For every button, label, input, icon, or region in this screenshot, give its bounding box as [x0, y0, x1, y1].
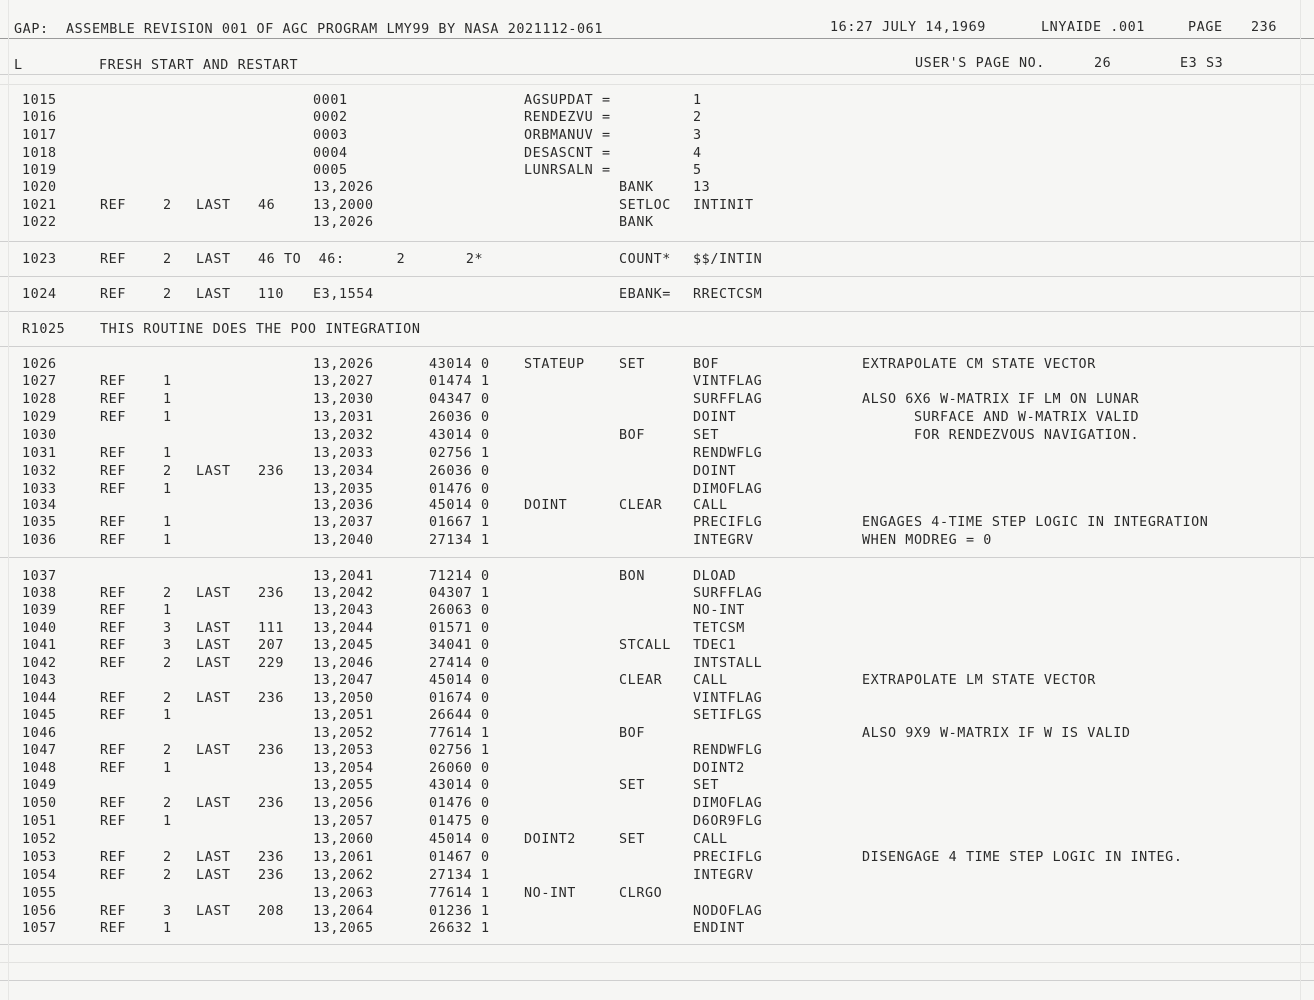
last-flag: LAST	[196, 621, 231, 636]
address: 13,2053	[313, 743, 374, 758]
octal-word: 01571 0	[429, 621, 490, 636]
address: 13,2046	[313, 656, 374, 671]
line-number: 1020	[22, 180, 57, 195]
ref-flag: REF	[100, 410, 126, 425]
last-flag: LAST	[196, 287, 231, 302]
operand: DLOAD	[693, 569, 737, 584]
operand: DOINT2	[693, 761, 745, 776]
address: 13,2040	[313, 533, 374, 548]
octal-word: 43014 0	[429, 428, 490, 443]
octal-word: 01674 0	[429, 691, 490, 706]
octal-word: 26063 0	[429, 603, 490, 618]
ref-count: 1	[163, 761, 172, 776]
page-number: 236	[1251, 20, 1277, 35]
last-flag: LAST	[196, 252, 231, 267]
ref-flag: REF	[100, 850, 126, 865]
line-number: 1039	[22, 603, 57, 618]
ref-count: 2	[163, 656, 172, 671]
last-flag: LAST	[196, 198, 231, 213]
opcode: CLRGO	[619, 886, 663, 901]
line-number: 1026	[22, 357, 57, 372]
operand: VINTFLAG	[693, 691, 763, 706]
octal-word: 26036 0	[429, 464, 490, 479]
address: E3,1554	[313, 287, 374, 302]
line-number: 1041	[22, 638, 57, 653]
operand: RENDWFLG	[693, 446, 763, 461]
operand: INTEGRV	[693, 533, 754, 548]
line-number: 1044	[22, 691, 57, 706]
line-number: 1056	[22, 904, 57, 919]
comment: ALSO 9X9 W-MATRIX IF W IS VALID	[862, 726, 1131, 741]
octal-word: 45014 0	[429, 498, 490, 513]
ref-count: 1	[163, 533, 172, 548]
comment: WHEN MODREG = 0	[862, 533, 992, 548]
comment: ENGAGES 4-TIME STEP LOGIC IN INTEGRATION	[862, 515, 1209, 530]
ref-count: 1	[163, 482, 172, 497]
address: 0004	[313, 146, 348, 161]
address: 13,2044	[313, 621, 374, 636]
line-number: 1017	[22, 128, 57, 143]
line-number: 1018	[22, 146, 57, 161]
line-number: 1032	[22, 464, 57, 479]
line-number: 1050	[22, 796, 57, 811]
octal-word: 77614 1	[429, 726, 490, 741]
ref-count: 1	[163, 392, 172, 407]
operand: 2	[693, 110, 702, 125]
page-label: PAGE	[1188, 20, 1223, 35]
last-value: 236	[258, 796, 284, 811]
octal-word: 01476 0	[429, 796, 490, 811]
ref-count: 3	[163, 904, 172, 919]
line-number: 1015	[22, 93, 57, 108]
ref-flag: REF	[100, 533, 126, 548]
ref-flag: REF	[100, 708, 126, 723]
operand: RENDWFLG	[693, 743, 763, 758]
octal-word: 01476 0	[429, 482, 490, 497]
octal-word: 26036 0	[429, 410, 490, 425]
program-line: GAP: ASSEMBLE REVISION 001 OF AGC PROGRAM LMY99 BY NASA 2021112-061	[14, 22, 604, 37]
address: 0005	[313, 163, 348, 178]
octal-word: 01667 1	[429, 515, 490, 530]
ref-flag: REF	[100, 638, 126, 653]
ref-flag: REF	[100, 921, 126, 936]
address: 13,2034	[313, 464, 374, 479]
opcode: BOF	[619, 428, 645, 443]
address: 0003	[313, 128, 348, 143]
last-value: 46	[258, 198, 276, 213]
operand: NODOFLAG	[693, 904, 763, 919]
last-value: 208	[258, 904, 284, 919]
operand: 5	[693, 163, 702, 178]
line-number: 1043	[22, 673, 57, 688]
octal-word: 26060 0	[429, 761, 490, 776]
address: 0001	[313, 93, 348, 108]
octal-word: 26632 1	[429, 921, 490, 936]
address: 0002	[313, 110, 348, 125]
ref-flag: REF	[100, 252, 126, 267]
last-value: 111	[258, 621, 284, 636]
last-value: 236	[258, 464, 284, 479]
operand: PRECIFLG	[693, 515, 763, 530]
address: 13,2054	[313, 761, 374, 776]
ref-count: 2	[163, 743, 172, 758]
line-number: 1030	[22, 428, 57, 443]
ref-count: 1	[163, 814, 172, 829]
operand: RRECTCSM	[693, 287, 763, 302]
comment: SURFACE AND W-MATRIX VALID	[862, 410, 1140, 425]
comment: FOR RENDEZVOUS NAVIGATION.	[862, 428, 1140, 443]
operand: INTSTALL	[693, 656, 763, 671]
last-flag: LAST	[196, 796, 231, 811]
opcode: BANK	[619, 180, 654, 195]
last-flag: LAST	[196, 656, 231, 671]
line-number: 1022	[22, 215, 57, 230]
comment: ALSO 6X6 W-MATRIX IF LM ON LUNAR	[862, 392, 1140, 407]
address: 13,2027	[313, 374, 374, 389]
opcode: BOF	[619, 726, 645, 741]
line-number: 1049	[22, 778, 57, 793]
ref-count: 2	[163, 464, 172, 479]
ref-flag: REF	[100, 814, 126, 829]
symbol-label: RENDEZVU =	[524, 110, 611, 125]
last-value: 236	[258, 743, 284, 758]
line-number: 1048	[22, 761, 57, 776]
operand: D6OR9FLG	[693, 814, 763, 829]
opcode: CLEAR	[619, 673, 663, 688]
line-number: 1036	[22, 533, 57, 548]
opcode: SETLOC	[619, 198, 671, 213]
operand: VINTFLAG	[693, 374, 763, 389]
octal-word: 01467 0	[429, 850, 490, 865]
address: 13,2055	[313, 778, 374, 793]
line-number: 1042	[22, 656, 57, 671]
address: 13,2052	[313, 726, 374, 741]
operand: $$/INTIN	[693, 252, 763, 267]
address: 13,2026	[313, 357, 374, 372]
last-value: 236	[258, 868, 284, 883]
ref-count: 2	[163, 868, 172, 883]
users-page-number: 26	[1094, 56, 1112, 71]
line-number: R1025	[22, 322, 66, 337]
operand: INTINIT	[693, 198, 754, 213]
address: 13,2030	[313, 392, 374, 407]
address: 13,2045	[313, 638, 374, 653]
line-number: 1016	[22, 110, 57, 125]
line-number: 1027	[22, 374, 57, 389]
operand: DIMOFLAG	[693, 796, 763, 811]
comment: DISENGAGE 4 TIME STEP LOGIC IN INTEG.	[862, 850, 1183, 865]
last-flag: LAST	[196, 464, 231, 479]
address: 13,2057	[313, 814, 374, 829]
operand: BOF	[693, 357, 719, 372]
opcode: SET	[619, 778, 645, 793]
ref-flag: REF	[100, 904, 126, 919]
ref-count: 3	[163, 621, 172, 636]
line-number: 1019	[22, 163, 57, 178]
line-number: 1029	[22, 410, 57, 425]
timestamp: 16:27 JULY 14,1969	[830, 20, 986, 35]
line-number: 1035	[22, 515, 57, 530]
ref-flag: REF	[100, 603, 126, 618]
address: 13,2042	[313, 586, 374, 601]
symbol-label: ORBMANUV =	[524, 128, 611, 143]
ref-count: 1	[163, 603, 172, 618]
operand: INTEGRV	[693, 868, 754, 883]
section-title: FRESH START AND RESTART	[99, 58, 299, 73]
octal-word: 43014 0	[429, 357, 490, 372]
address: 13,2050	[313, 691, 374, 706]
operand: CALL	[693, 673, 728, 688]
address: 13,2043	[313, 603, 374, 618]
ref-flag: REF	[100, 392, 126, 407]
last-flag: LAST	[196, 586, 231, 601]
address: 13,2037	[313, 515, 374, 530]
address: 13,2026	[313, 215, 374, 230]
octal-word: 27134 1	[429, 533, 490, 548]
operand: DOINT	[693, 410, 737, 425]
ref-count: 2	[163, 287, 172, 302]
last-flag: LAST	[196, 743, 231, 758]
ref-count: 2	[163, 198, 172, 213]
line-number: 1057	[22, 921, 57, 936]
line-number: 1028	[22, 392, 57, 407]
ref-flag: THIS ROUTINE DOES THE POO INTEGRATION	[100, 322, 421, 337]
opcode: STCALL	[619, 638, 671, 653]
ref-flag: REF	[100, 586, 126, 601]
symbol-label: STATEUP	[524, 357, 585, 372]
address: 13,2065	[313, 921, 374, 936]
opcode: SET	[619, 832, 645, 847]
ref-flag: REF	[100, 198, 126, 213]
ref-flag: REF	[100, 743, 126, 758]
ref-flag: REF	[100, 761, 126, 776]
octal-word: 71214 0	[429, 569, 490, 584]
address: 13,2056	[313, 796, 374, 811]
operand: PRECIFLG	[693, 850, 763, 865]
octal-word: 34041 0	[429, 638, 490, 653]
comment: EXTRAPOLATE LM STATE VECTOR	[862, 673, 1096, 688]
line-number: 1054	[22, 868, 57, 883]
section-code: L	[14, 58, 23, 73]
last-flag: LAST	[196, 638, 231, 653]
line-number: 1024	[22, 287, 57, 302]
line-number: 1052	[22, 832, 57, 847]
operand: TDEC1	[693, 638, 737, 653]
line-number: 1031	[22, 446, 57, 461]
operand: SET	[693, 428, 719, 443]
ref-flag: REF	[100, 515, 126, 530]
ref-count: 2	[163, 586, 172, 601]
address: 13,2064	[313, 904, 374, 919]
ref-count: 2	[163, 252, 172, 267]
line-number: 1023	[22, 252, 57, 267]
address: 13,2000	[313, 198, 374, 213]
line-number: 1051	[22, 814, 57, 829]
ref-count: 1	[163, 515, 172, 530]
operand: SURFFLAG	[693, 392, 763, 407]
bank-code: E3 S3	[1180, 56, 1224, 71]
symbol-label: DESASCNT =	[524, 146, 611, 161]
address: 13,2062	[313, 868, 374, 883]
octal-word: 45014 0	[429, 673, 490, 688]
last-value: 229	[258, 656, 284, 671]
ref-count: 1	[163, 708, 172, 723]
line-number: 1047	[22, 743, 57, 758]
operand: NO-INT	[693, 603, 745, 618]
line-number: 1053	[22, 850, 57, 865]
address: 13,2026	[313, 180, 374, 195]
last-flag: LAST	[196, 904, 231, 919]
last-value: 236	[258, 850, 284, 865]
ref-flag: REF	[100, 691, 126, 706]
octal-word: 43014 0	[429, 778, 490, 793]
ref-count: 2	[163, 691, 172, 706]
address: 13,2051	[313, 708, 374, 723]
last-flag: LAST	[196, 691, 231, 706]
symbol-label: DOINT2	[524, 832, 576, 847]
ref-flag: REF	[100, 868, 126, 883]
ref-flag: REF	[100, 656, 126, 671]
ref-count: 1	[163, 921, 172, 936]
user-id: LNYAIDE .001	[1041, 20, 1145, 35]
last-value: 236	[258, 691, 284, 706]
ref-flag: REF	[100, 464, 126, 479]
line-number: 1034	[22, 498, 57, 513]
ref-flag: REF	[100, 796, 126, 811]
operand: TETCSM	[693, 621, 745, 636]
operand: 4	[693, 146, 702, 161]
line-number: 1033	[22, 482, 57, 497]
operand: CALL	[693, 498, 728, 513]
ref-flag: REF	[100, 482, 126, 497]
opcode: SET	[619, 357, 645, 372]
octal-word: 77614 1	[429, 886, 490, 901]
ref-flag: REF	[100, 446, 126, 461]
line-number: 1040	[22, 621, 57, 636]
opcode: BON	[619, 569, 645, 584]
line-number: 1046	[22, 726, 57, 741]
last-flag: LAST	[196, 850, 231, 865]
symbol-label: LUNRSALN =	[524, 163, 611, 178]
ref-count: 3	[163, 638, 172, 653]
address: 13,2031	[313, 410, 374, 425]
octal-word: 01475 0	[429, 814, 490, 829]
ref-flag: REF	[100, 374, 126, 389]
octal-word: 04307 1	[429, 586, 490, 601]
octal-word: 02756 1	[429, 446, 490, 461]
operand: DOINT	[693, 464, 737, 479]
address: 13,2032	[313, 428, 374, 443]
symbol-label: NO-INT	[524, 886, 576, 901]
octal-word: 26644 0	[429, 708, 490, 723]
opcode: CLEAR	[619, 498, 663, 513]
operand: DIMOFLAG	[693, 482, 763, 497]
operand: 13	[693, 180, 711, 195]
address: 13,2035	[313, 482, 374, 497]
ref-count: 2	[163, 850, 172, 865]
opcode: EBANK=	[619, 287, 671, 302]
octal-word: 02756 1	[429, 743, 490, 758]
line-number: 1045	[22, 708, 57, 723]
symbol-label: AGSUPDAT =	[524, 93, 611, 108]
octal-word: 01236 1	[429, 904, 490, 919]
ref-count: 2	[163, 796, 172, 811]
ref-count: 1	[163, 446, 172, 461]
octal-word: 01474 1	[429, 374, 490, 389]
last-value: 207	[258, 638, 284, 653]
line-number: 1055	[22, 886, 57, 901]
address: 13,2061	[313, 850, 374, 865]
operand: 1	[693, 93, 702, 108]
line-number: 1037	[22, 569, 57, 584]
last-value: 236	[258, 586, 284, 601]
ref-count: 1	[163, 410, 172, 425]
operand: CALL	[693, 832, 728, 847]
line-number: 1038	[22, 586, 57, 601]
comment: EXTRAPOLATE CM STATE VECTOR	[862, 357, 1096, 372]
opcode: BANK	[619, 215, 654, 230]
address: 13,2041	[313, 569, 374, 584]
users-page-label: USER'S PAGE NO.	[915, 56, 1045, 71]
octal-word: 27134 1	[429, 868, 490, 883]
address: 13,2063	[313, 886, 374, 901]
address: 13,2033	[313, 446, 374, 461]
operand: SURFFLAG	[693, 586, 763, 601]
octal-word: 27414 0	[429, 656, 490, 671]
symbol-label: DOINT	[524, 498, 568, 513]
octal-word: 04347 0	[429, 392, 490, 407]
address: 13,2036	[313, 498, 374, 513]
operand: ENDINT	[693, 921, 745, 936]
operand: SETIFLGS	[693, 708, 763, 723]
ref-flag: REF	[100, 287, 126, 302]
operand: 3	[693, 128, 702, 143]
last-flag: LAST	[196, 868, 231, 883]
line-number: 1021	[22, 198, 57, 213]
address: 13,2047	[313, 673, 374, 688]
ref-flag: REF	[100, 621, 126, 636]
operand: SET	[693, 778, 719, 793]
ref-count: 1	[163, 374, 172, 389]
opcode: COUNT*	[619, 252, 671, 267]
address: 13,2060	[313, 832, 374, 847]
last-value: 110	[258, 287, 284, 302]
last-value: 46 TO 46: 2 2*	[258, 252, 484, 267]
octal-word: 45014 0	[429, 832, 490, 847]
